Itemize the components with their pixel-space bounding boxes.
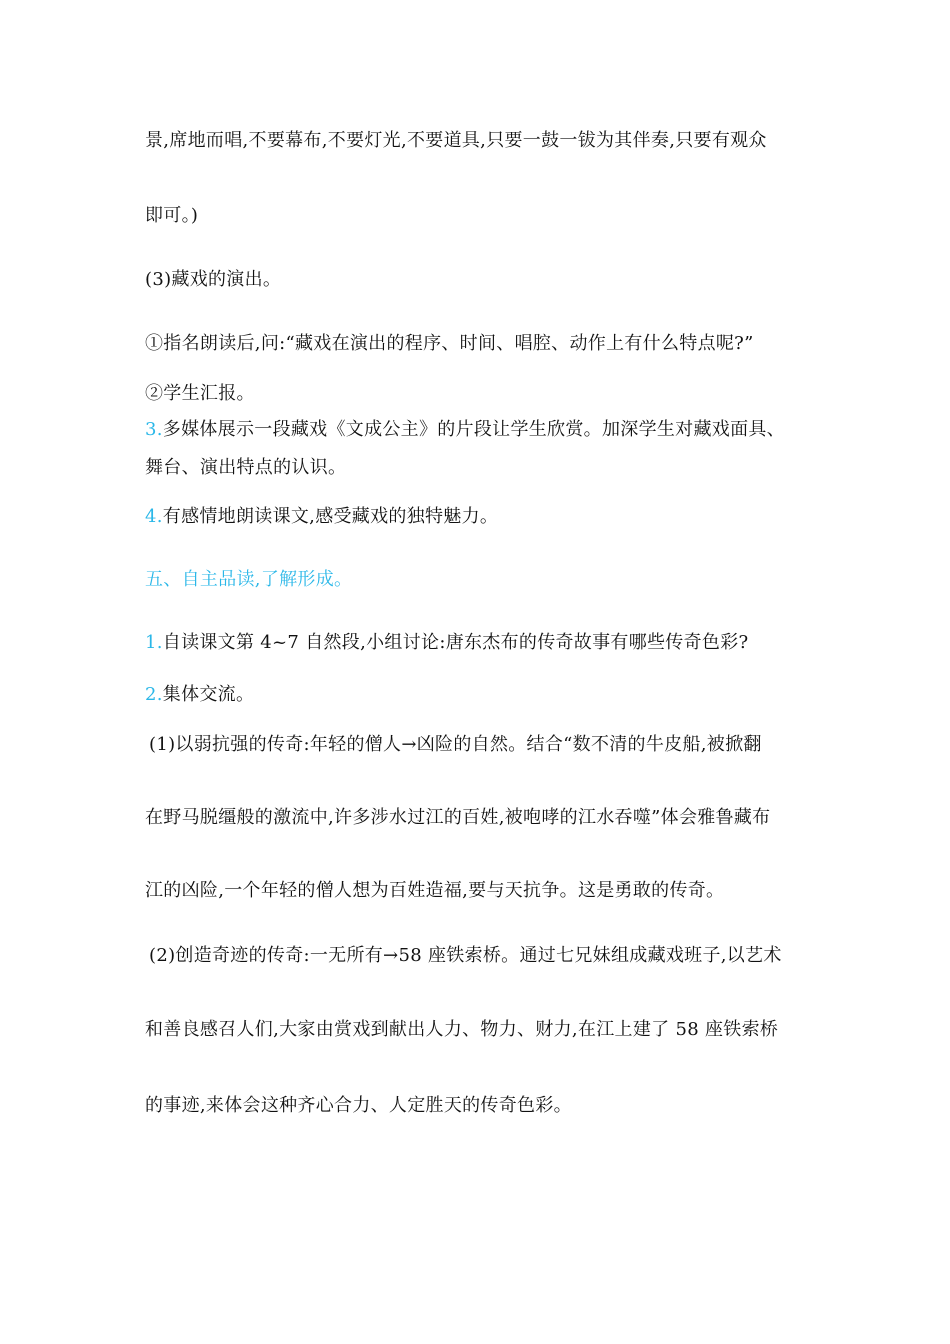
item-number: 3. (145, 419, 163, 440)
list-item: ①指名朗读后,问:“藏戏在演出的程序、时间、唱腔、动作上有什么特点呢?” (145, 333, 754, 354)
list-item (145, 683, 254, 707)
paragraph-line: 在野马脱缰般的激流中,许多涉水过江的百姓,被咆哮的江水吞噬”体会雅鲁藏布 (145, 807, 771, 828)
paragraph-line: (1)以弱抗强的传奇:年轻的僧人→凶险的自然。结合“数不清的牛皮船,被掀翻 (149, 734, 762, 755)
list-item: ②学生汇报。 (145, 383, 255, 404)
paragraph-line: 景,席地而唱,不要幕布,不要灯光,不要道具,只要一鼓一钹为其伴奏,只要有观众 (145, 130, 767, 151)
item-number: 4. (145, 506, 163, 527)
paragraph-line: 江的凶险,一个年轻的僧人想为百姓造福,要与天抗争。这是勇敢的传奇。 (145, 880, 725, 901)
list-item (145, 418, 785, 442)
item-number: 1. (145, 632, 163, 653)
item-text: 自读课文第 4~7 自然段,小组讨论:唐东杰布的传奇故事有哪些传奇色彩? (162, 632, 749, 653)
item-text: 有感情地朗读课文,感受藏戏的独特魅力。 (162, 506, 499, 527)
paragraph-line: 的事迹,来体会这种齐心合力、人定胜天的传奇色彩。 (145, 1095, 572, 1116)
paragraph-line: 舞台、演出特点的认识。 (145, 457, 347, 478)
item-text: 集体交流。 (162, 684, 255, 705)
list-item (145, 631, 748, 655)
item-number: 2. (145, 684, 163, 705)
paragraph-line: (2)创造奇迹的传奇:一无所有→58 座铁索桥。通过七兄妹组成藏戏班子,以艺术 (149, 945, 782, 966)
list-item (145, 505, 498, 529)
paragraph-line: 和善良感召人们,大家由赏戏到献出人力、物力、财力,在江上建了 58 座铁索桥 (145, 1019, 779, 1040)
section-heading: (3)藏戏的演出。 (145, 269, 282, 290)
section-heading: 五、自主品读,了解形成。 (145, 569, 353, 590)
paragraph-line: 即可。) (145, 205, 199, 226)
item-text: 多媒体展示一段藏戏《文成公主》的片段让学生欣赏。加深学生对藏戏面具、 (162, 419, 785, 440)
